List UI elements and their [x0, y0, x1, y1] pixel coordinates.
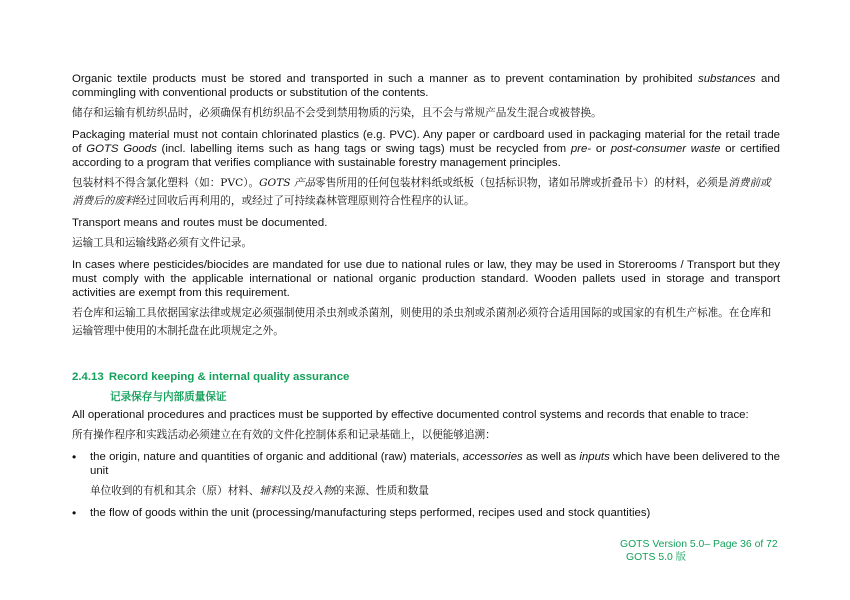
paragraph-records-zh: 所有操作程序和实践活动必须建立在有效的文件化控制体系和记录基础上，以便能够追溯： — [72, 429, 496, 441]
bullet-icon: • — [72, 506, 77, 520]
italic-term: inputs — [579, 451, 610, 463]
italic-term: GOTS 产品 — [259, 177, 316, 189]
bullet-icon: • — [72, 450, 77, 464]
italic-term: substances — [698, 73, 756, 85]
paragraph-pesticides-zh: 若仓库和运输工具依据国家法律或规定必须强制使用杀虫剂或杀菌剂，则使用的杀虫剂或杀菌剂必须符合适用国际的或国家的有机生产标准。在仓库和运输管理中使用的木制托盘在此项规定之外。 — [72, 307, 772, 337]
document-body — [72, 72, 780, 520]
italic-term: 投入物 — [301, 485, 334, 497]
bullet-origin-en — [90, 450, 780, 478]
italic-term: accessories — [462, 451, 523, 463]
page-footer — [620, 538, 790, 564]
italic-term: GOTS Goods — [86, 143, 157, 155]
paragraph-packaging-zh — [72, 174, 780, 210]
paragraph-records-en: All operational procedures and practices must be supported by effective documented control systems and records that enable to trace: — [72, 409, 749, 421]
section-heading — [72, 370, 780, 384]
paragraph-storage-zh: 储存和运输有机纺织品时，必须确保有机纺织品不会受到禁用物质的污染，且不会与常规产品发生混合或被替换。 — [72, 107, 602, 119]
paragraph-transport-en: Transport means and routes must be documented. — [72, 217, 328, 229]
text-span: Packaging material must not contain chlorinated plastics (e.g. PVC). Any paper or cardboard used in packaging material for the retail trade of — [72, 129, 780, 155]
text-span: 的来源、性质和数量 — [333, 485, 429, 497]
section-title: Record keeping & internal quality assurance — [108, 371, 350, 383]
text-span: as well as — [522, 451, 580, 463]
text-span: 零售所用的任何包装材料纸或纸板（包括标识物，诸如吊牌或折叠吊卡）的材料，必须是 — [315, 177, 729, 189]
italic-term: pre- — [570, 143, 592, 155]
text-span: or — [591, 143, 611, 155]
italic-term: 辅料 — [259, 485, 281, 497]
text-span: (incl. labelling items such as hang tags or swing tags) must be recycled from — [156, 143, 571, 155]
text-span: which have been delivered to the unit — [90, 451, 780, 477]
paragraph-pesticides-en: In cases where pesticides/biocides are mandated for use due to national rules or law, they may be used in Storerooms / Transport but they must comply with the applicable international or national organic production standard. Wooden pallets used in storage and transport activities are exempt from this requirement. — [72, 259, 780, 299]
text-span: 以及 — [280, 485, 302, 497]
text-span: 单位收到的有机和其余（原）材料、 — [90, 485, 260, 497]
text-span: 包装材料不得含氯化塑料（如：PVC）。 — [72, 177, 260, 189]
bullet-origin-zh — [90, 482, 780, 500]
text-span: Organic textile products must be stored and transported in such a manner as to prevent contamination by prohibited — [72, 73, 698, 85]
paragraph-packaging-en — [72, 128, 780, 170]
list-item — [72, 450, 780, 500]
italic-term: 消费前或消费后的废料 — [72, 177, 771, 207]
section-number: 2.4.13 — [72, 371, 104, 383]
paragraph-transport-zh: 运输工具和运输线路必须有文件记录。 — [72, 237, 253, 249]
text-span: 经过回收后再利用的，或经过了可持续森林管理原则符合性程序的认证。 — [135, 195, 475, 207]
section-heading-zh: 记录保存与内部质量保证 — [110, 391, 227, 403]
text-span: and commingling with conventional products or substitution of the contents. — [72, 73, 780, 99]
footer-version-zh: GOTS 5.0 版 — [626, 552, 687, 563]
text-span: or certified according to a program that verifies compliance with sustainable forestry management principles. — [72, 143, 780, 169]
list-item — [72, 506, 780, 520]
footer-page-number: GOTS Version 5.0– Page 36 of 72 — [620, 539, 778, 550]
text-span: the origin, nature and quantities of organic and additional (raw) materials, — [90, 451, 463, 463]
paragraph-storage-en — [72, 72, 780, 100]
bullet-flow-en: the flow of goods within the unit (processing/manufacturing steps performed, recipes used and stock quantities) — [90, 507, 651, 519]
italic-term: post-consumer waste — [610, 143, 721, 155]
